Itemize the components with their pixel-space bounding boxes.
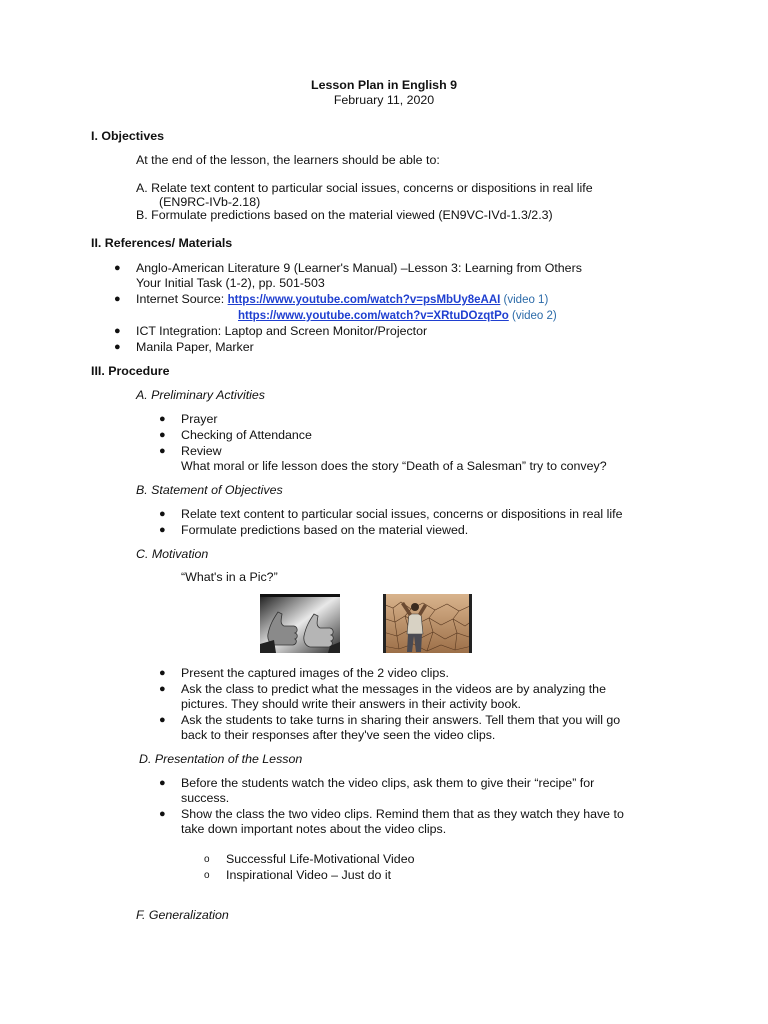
internet-source-2 <box>238 308 557 324</box>
video-item: Inspirational Video – Just do it <box>226 868 392 882</box>
internet-source-label: Internet Source: <box>136 292 228 306</box>
list-item-continued: pictures. They should write their answers in their activity book. <box>181 697 521 711</box>
list-item: Formulate predictions based on the material viewed. <box>181 523 469 537</box>
reference-book-task: Your Initial Task (1-2), pp. 501-503 <box>136 276 325 290</box>
list-item-continued: take down important notes about the video clips. <box>181 822 447 836</box>
list-item-continued: success. <box>181 791 230 805</box>
bullet-icon: ● <box>114 262 121 274</box>
thumbs-up-illustration <box>260 594 340 653</box>
list-item: Ask the students to take turns in sharing their answers. Tell them that you will go <box>181 713 621 727</box>
bullet-icon: ● <box>159 808 166 820</box>
video-2-link[interactable]: https://www.youtube.com/watch?v=XRtuDOzqtPo <box>238 310 509 322</box>
page-title: Lesson Plan in English 9 <box>311 78 457 92</box>
bullet-icon: ● <box>159 445 166 457</box>
thumbs-up-image <box>260 594 340 653</box>
objective-a: A. Relate text content to particular social issues, concerns or dispositions in real life <box>136 181 593 195</box>
bullet-icon: ● <box>159 777 166 789</box>
objectives-heading: I. Objectives <box>91 129 165 143</box>
list-item: Prayer <box>181 412 218 426</box>
bullet-icon: ● <box>159 714 166 726</box>
page-date: February 11, 2020 <box>333 93 435 107</box>
list-item: Ask the class to predict what the messages in the videos are by analyzing the <box>181 682 606 696</box>
reference-book: Anglo-American Literature 9 (Learner's Manual) –Lesson 3: Learning from Others <box>136 261 582 275</box>
bullet-icon: ● <box>159 683 166 695</box>
bullet-icon: ● <box>159 429 166 441</box>
list-item: Show the class the two video clips. Remind them that as they watch they have to <box>181 807 624 821</box>
bullet-icon: ● <box>114 325 121 337</box>
video-1-link[interactable]: https://www.youtube.com/watch?v=psMbUy8eAAI <box>227 294 501 306</box>
review-question: What moral or life lesson does the story “Death of a Salesman” try to convey? <box>181 459 607 473</box>
objective-b: B. Formulate predictions based on the material viewed (EN9VC-IVd-1.3/2.3) <box>136 208 553 222</box>
circle-bullet-icon: o <box>204 854 210 865</box>
cracked-ground-image <box>383 594 472 653</box>
motivation-heading: C. Motivation <box>136 547 209 561</box>
procedure-heading: III. Procedure <box>91 364 170 378</box>
preliminary-heading: A. Preliminary Activities <box>136 388 265 402</box>
list-item: Review <box>181 444 222 458</box>
video-2-note: (video 2) <box>508 310 557 322</box>
bullet-icon: ● <box>159 413 166 425</box>
motivation-activity: “What's in a Pic?” <box>181 570 278 584</box>
generalization-heading: F. Generalization <box>136 908 229 922</box>
list-item: Present the captured images of the 2 video clips. <box>181 666 449 680</box>
presentation-heading: D. Presentation of the Lesson <box>139 752 303 766</box>
circle-bullet-icon: o <box>204 870 210 881</box>
list-item: Relate text content to particular social issues, concerns or dispositions in real life <box>181 507 623 521</box>
video-item: Successful Life-Motivational Video <box>226 852 415 866</box>
bullet-icon: ● <box>159 667 166 679</box>
list-item-continued: back to their responses after they've seen the video clips. <box>181 728 496 742</box>
bullet-icon: ● <box>159 524 166 536</box>
bullet-icon: ● <box>159 508 166 520</box>
objectives-intro: At the end of the lesson, the learners should be able to: <box>136 153 440 167</box>
video-1-note: (video 1) <box>500 294 549 306</box>
bullet-icon: ● <box>114 341 121 353</box>
objectives-statement-heading: B. Statement of Objectives <box>136 483 283 497</box>
reference-manila: Manila Paper, Marker <box>136 340 254 354</box>
cracked-ground-illustration <box>383 594 472 653</box>
list-item: Checking of Attendance <box>181 428 312 442</box>
reference-ict: ICT Integration: Laptop and Screen Monitor/Projector <box>136 324 428 338</box>
bullet-icon: ● <box>114 293 121 305</box>
internet-source <box>136 292 548 308</box>
list-item: Before the students watch the video clips, ask them to give their “recipe” for <box>181 776 595 790</box>
references-heading: II. References/ Materials <box>91 236 233 250</box>
objective-a-code: (EN9RC-IVb-2.18) <box>159 195 261 209</box>
